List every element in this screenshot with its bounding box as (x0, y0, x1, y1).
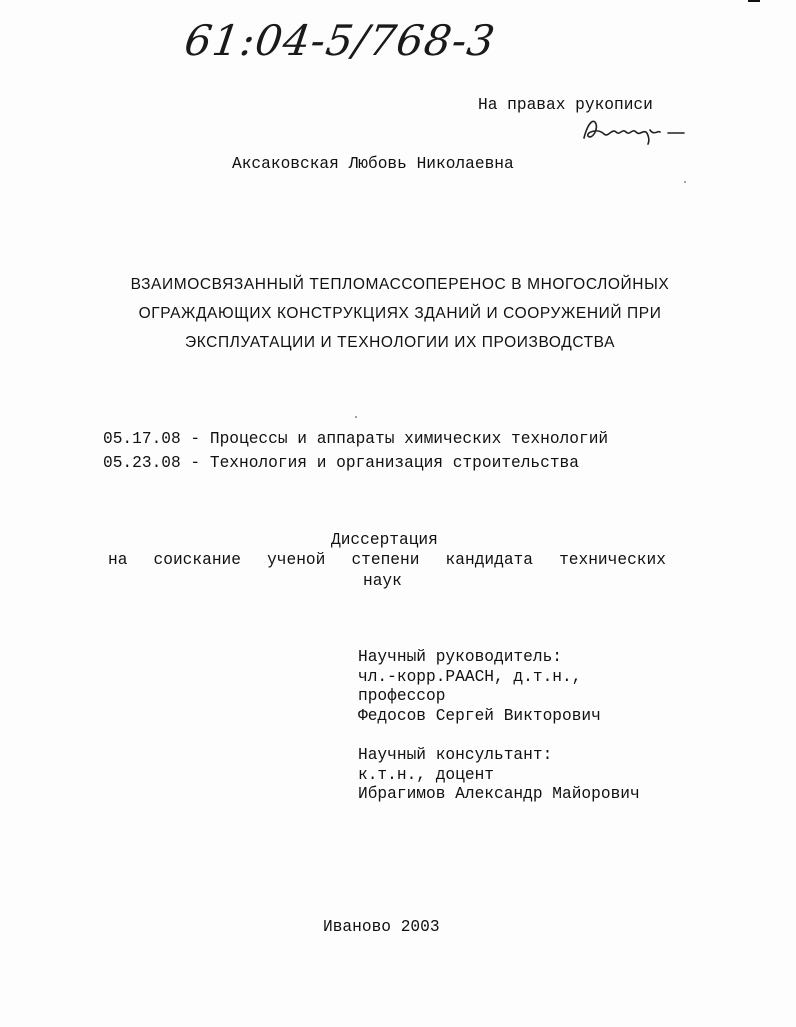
supervisor-heading: Научный руководитель: (358, 648, 562, 666)
degree-word: на (108, 551, 128, 569)
consultant-name: Ибрагимов Александр Майорович (358, 785, 640, 803)
degree-continuation: наук (363, 572, 402, 590)
scan-speck (355, 416, 357, 418)
consultant-heading: Научный консультант: (358, 746, 553, 764)
specialty-code-1: 05.17.08 - Процессы и аппараты химических технологий (103, 430, 609, 448)
supervisor-title: чл.-корр.РААСН, д.т.н., (358, 667, 582, 686)
specialty-code-2: 05.23.08 - Технология и организация строительства (103, 454, 579, 472)
supervisor-block (358, 648, 601, 726)
rights-note: На правах рукописи (478, 96, 653, 114)
degree-word: соискание (153, 551, 241, 569)
title-line-1: ВЗАИМОСВЯЗАННЫЙ ТЕПЛОМАССОПЕРЕНОС В МНОГОСЛОЙНЫХ (130, 276, 670, 293)
degree-word: ученой (267, 551, 326, 569)
supervisor-rank: профессор (358, 687, 446, 705)
degree-word: кандидата (445, 551, 533, 569)
degree-word: технических (559, 551, 666, 569)
city-year: Иваново 2003 (323, 918, 440, 936)
consultant-block (358, 746, 640, 805)
consultant-title: к.т.н., доцент (358, 765, 494, 784)
supervisor-name: Федосов Сергей Викторович (358, 706, 601, 725)
scan-speck (684, 181, 686, 183)
title-line-3: ЭКСПЛУАТАЦИИ И ТЕХНОЛОГИИ ИХ ПРОИЗВОДСТВА (184, 334, 616, 351)
title-line-2: ОГРАЖДАЮЩИХ КОНСТРУКЦИЯХ ЗДАНИЙ И СООРУЖЕНИЙ ПРИ (138, 305, 662, 322)
author-signature (578, 114, 688, 148)
corner-scan-mark (748, 0, 760, 2)
degree-line (108, 551, 666, 569)
degree-word: степени (351, 551, 420, 569)
dissertation-type: Диссертация (331, 531, 438, 549)
author-name: Аксаковская Любовь Николаевна (232, 155, 514, 173)
handwritten-archive-code: 61:04-5/768-3 (181, 16, 499, 65)
dissertation-title (100, 270, 700, 357)
